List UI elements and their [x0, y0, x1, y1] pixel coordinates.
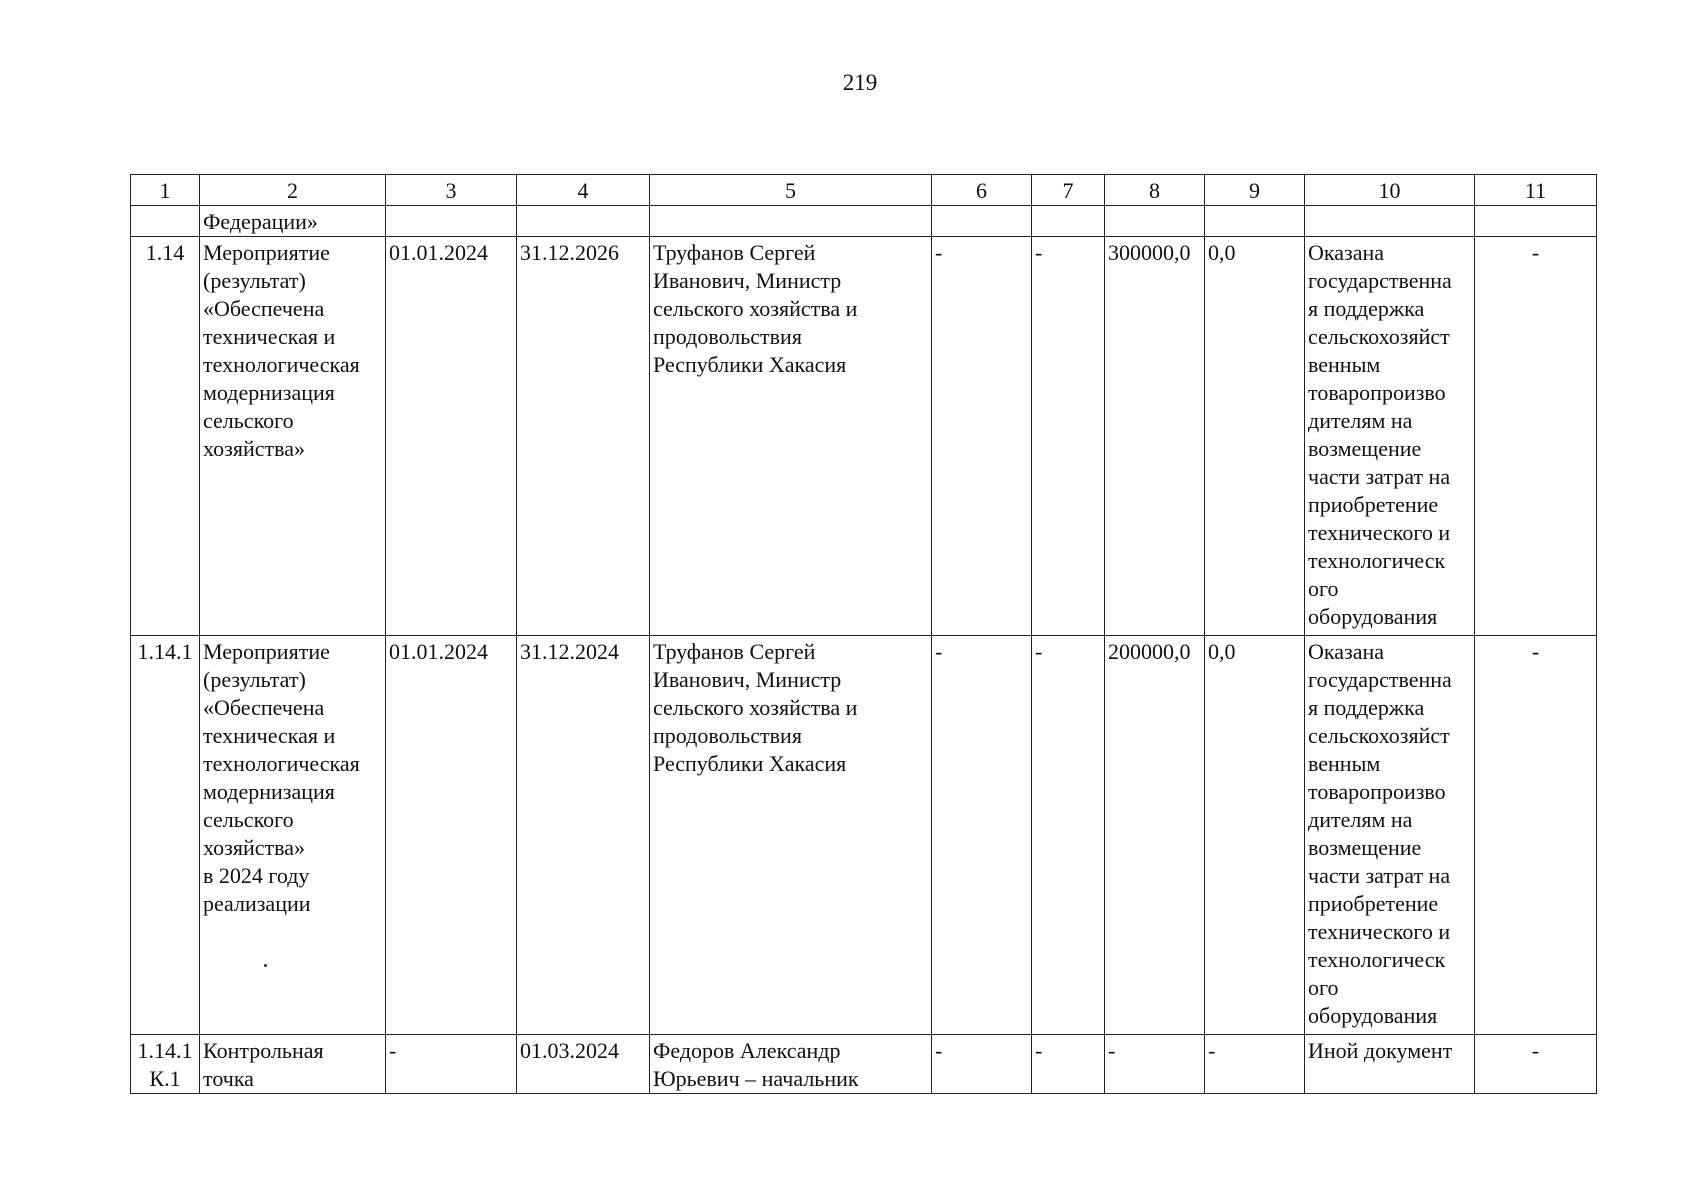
column-number: 5: [650, 175, 932, 206]
cell-col-11: -: [1475, 636, 1597, 1035]
column-number: 8: [1105, 175, 1205, 206]
end-date: 01.03.2024: [517, 1035, 650, 1094]
column-number: 3: [386, 175, 517, 206]
responsible-person: Труфанов Сергей Иванович, Министр сельского хозяйства и продовольствия Республики Хакасия: [650, 636, 932, 1035]
result-description: Оказана государственна я поддержка сельскохозяйст венным товаропроизво дителям на возмещение части затрат на приобретение технического и технологическ ого оборудования: [1305, 237, 1475, 636]
cell-col-7: -: [1032, 1035, 1105, 1094]
responsible-person: Федоров Александр Юрьевич – начальник: [650, 1035, 932, 1094]
column-number: 2: [200, 175, 386, 206]
table-row: [131, 206, 1597, 237]
cell-col-11: [1475, 206, 1597, 237]
responsible-person: [650, 206, 932, 237]
cell-col-6: -: [932, 237, 1032, 636]
result-description: Оказана государственна я поддержка сельскохозяйст венным товаропроизво дителям на возмещение части затрат на приобретение технического и технологическ ого оборудования: [1305, 636, 1475, 1035]
column-number: 9: [1205, 175, 1305, 206]
cell-col-11: -: [1475, 237, 1597, 636]
table-row: [131, 237, 1597, 636]
column-number: 7: [1032, 175, 1105, 206]
start-date: -: [386, 1035, 517, 1094]
cell-col-8: 300000,0: [1105, 237, 1205, 636]
event-name: Мероприятие (результат) «Обеспечена техническая и технологическая модернизация сельского хозяйства» в 2024 году реализации: [200, 636, 386, 1035]
cell-col-8: -: [1105, 1035, 1205, 1094]
result-description: [1305, 206, 1475, 237]
end-date: 31.12.2024: [517, 636, 650, 1035]
table-row: [131, 1035, 1597, 1094]
event-name: Федерации»: [200, 206, 386, 237]
row-number: 1.14.1 К.1: [131, 1035, 200, 1094]
row-number: 1.14: [131, 237, 200, 636]
cell-col-6: [932, 206, 1032, 237]
cell-col-7: -: [1032, 636, 1105, 1035]
event-name: Мероприятие (результат) «Обеспечена техническая и технологическая модернизация сельского хозяйства»: [200, 237, 386, 636]
scan-speck: [264, 964, 267, 967]
cell-col-6: -: [932, 636, 1032, 1035]
cell-col-9: -: [1205, 1035, 1305, 1094]
cell-col-9: 0,0: [1205, 636, 1305, 1035]
cell-col-9: [1205, 206, 1305, 237]
cell-col-7: -: [1032, 237, 1105, 636]
plan-table: [130, 174, 1597, 1094]
column-number: 1: [131, 175, 200, 206]
column-number: 6: [932, 175, 1032, 206]
row-number: [131, 206, 200, 237]
column-number: 4: [517, 175, 650, 206]
cell-col-9: 0,0: [1205, 237, 1305, 636]
event-name: Контрольная точка: [200, 1035, 386, 1094]
table-row: [131, 636, 1597, 1035]
end-date: [517, 206, 650, 237]
page-number: 219: [842, 70, 878, 95]
start-date: 01.01.2024: [386, 636, 517, 1035]
start-date: 01.01.2024: [386, 237, 517, 636]
row-number: 1.14.1: [131, 636, 200, 1035]
result-description: Иной документ: [1305, 1035, 1475, 1094]
end-date: 31.12.2026: [517, 237, 650, 636]
cell-col-11: -: [1475, 1035, 1597, 1094]
column-number-row: [131, 175, 1597, 206]
cell-col-7: [1032, 206, 1105, 237]
start-date: [386, 206, 517, 237]
cell-col-6: -: [932, 1035, 1032, 1094]
responsible-person: Труфанов Сергей Иванович, Министр сельского хозяйства и продовольствия Республики Хакасия: [650, 237, 932, 636]
cell-col-8: [1105, 206, 1205, 237]
column-number: 11: [1475, 175, 1597, 206]
cell-col-8: 200000,0: [1105, 636, 1205, 1035]
column-number: 10: [1305, 175, 1475, 206]
